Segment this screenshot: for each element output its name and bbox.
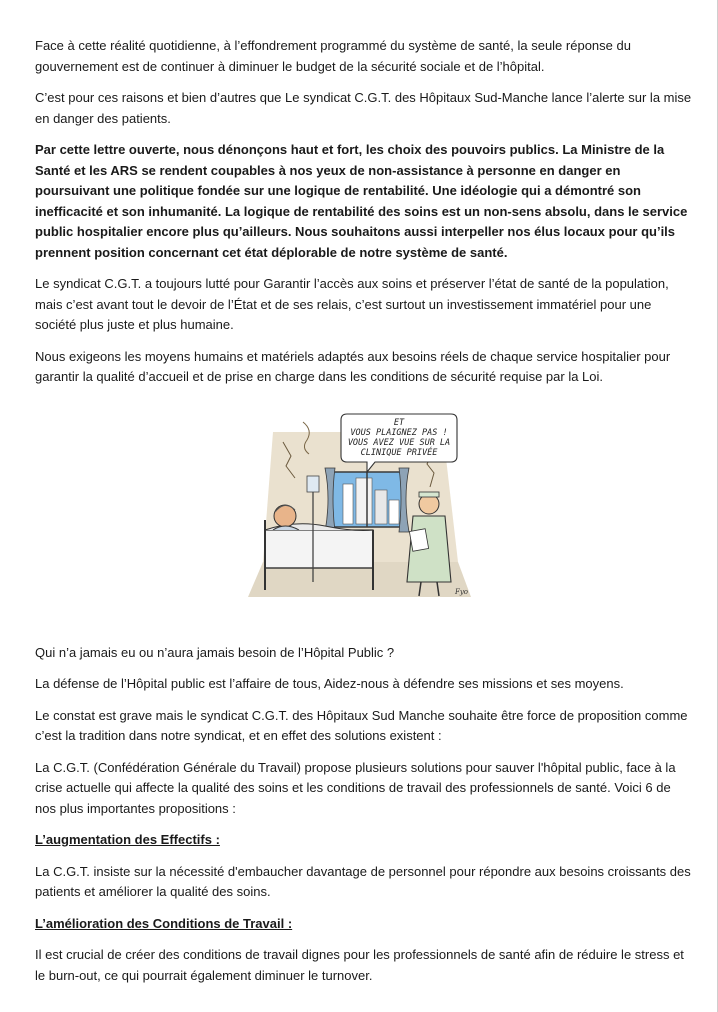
- paragraph-demands: Nous exigeons les moyens humains et matériels adaptés aux besoins réels de chaque service hospitalier pour garantir la qualité d’accueil et de prise en charge dans les conditions de sécurité requise par la Loi.: [35, 348, 671, 384]
- paragraph-budget: Face à cette réalité quotidienne, à l’effondrement programmé du système de santé, la seule réponse du gouvernement est de continuer à diminuer le budget de la sécurité sociale et de l’hôpital.: [35, 38, 631, 74]
- paragraph-proposals-intro: Le constat est grave mais le syndicat C.G.T. des Hôpitaux Sud Manche souhaite être force de proposition comme c’est la tradition dans notre syndicat, et en effet des solutions existent :: [35, 707, 688, 743]
- bubble-line-4: CLINIQUE PRIVÉE: [360, 447, 438, 458]
- paragraph-defense: La défense de l’Hôpital public est l’affaire de tous, Aidez-nous à défendre ses missions et ses moyens.: [35, 676, 624, 691]
- cartoon-figure: [0, 412, 718, 625]
- bubble-line-3: VOUS AVEZ VUE SUR LA: [347, 437, 451, 448]
- section-body-staffing: La C.G.T. insiste sur la nécessité d'embaucher davantage de personnel pour répondre aux besoins croissants des patients et améliorer la qualité des soins.: [35, 863, 691, 899]
- svg-text:Fyo: Fyo: [455, 587, 469, 596]
- section-heading-working-conditions: L’amélioration des Conditions de Travail :: [35, 915, 293, 931]
- section-heading-staffing: L’augmentation des Effectifs :: [35, 832, 220, 847]
- paragraph-question: Qui n’a jamais eu ou n’aura jamais besoin de l’Hôpital Public ?: [35, 644, 395, 660]
- hospital-cartoon-illustration: [243, 412, 475, 602]
- bubble-line-2: VOUS PLAIGNEZ PAS !: [350, 427, 448, 438]
- paragraph-alert: C’est pour ces raisons et bien d’autres que Le syndicat C.G.T. des Hôpitaux Sud-Manche lance l’alerte sur la mise en danger des patients.: [35, 90, 692, 126]
- bubble-line-1: ET: [393, 417, 405, 428]
- section-body-working-conditions: Il est crucial de créer des conditions de travail dignes pour les professionnels de santé afin de réduire le stress et le burn-out, ce qui pourrait également diminuer le turnover.: [35, 947, 684, 983]
- paragraph-access-to-care: Le syndicat C.G.T. a toujours lutté pour Garantir l’accès aux soins et préserver l’état de santé de la population, mais c’est avant tout le devoir de l’État et de ses relais, c’est surtout un investissement immatériel pour une société plus juste et plus humaine.: [35, 276, 669, 332]
- paragraph-open-letter: Par cette lettre ouverte, nous dénonçons haut et fort, les choix des pouvoirs publics. La Ministre de la Santé et les ARS se rendent coupables à nos yeux de non-assistance à personne en danger en poursuivant une politique fondée sur une logique de rentabilité. Une idéologie qui a démontré son inefficacité et son inhumanité. La logique de rentabilité des soins est un non-sens absolu, dans le service public hospitalier encore plus qu’ailleurs. Nous souhaitons aussi interpeller nos élus locaux pour qu’ils prennent position concernant cet état déplorable de notre système de santé.: [35, 142, 688, 260]
- paragraph-cgt-solutions: La C.G.T. (Confédération Générale du Travail) propose plusieurs solutions pour sauver l'hôpital public, face à la crise actuelle qui affecte la qualité des soins et les conditions de travail des professionnels de santé. Voici 6 de nos plus importantes propositions :: [35, 759, 676, 816]
